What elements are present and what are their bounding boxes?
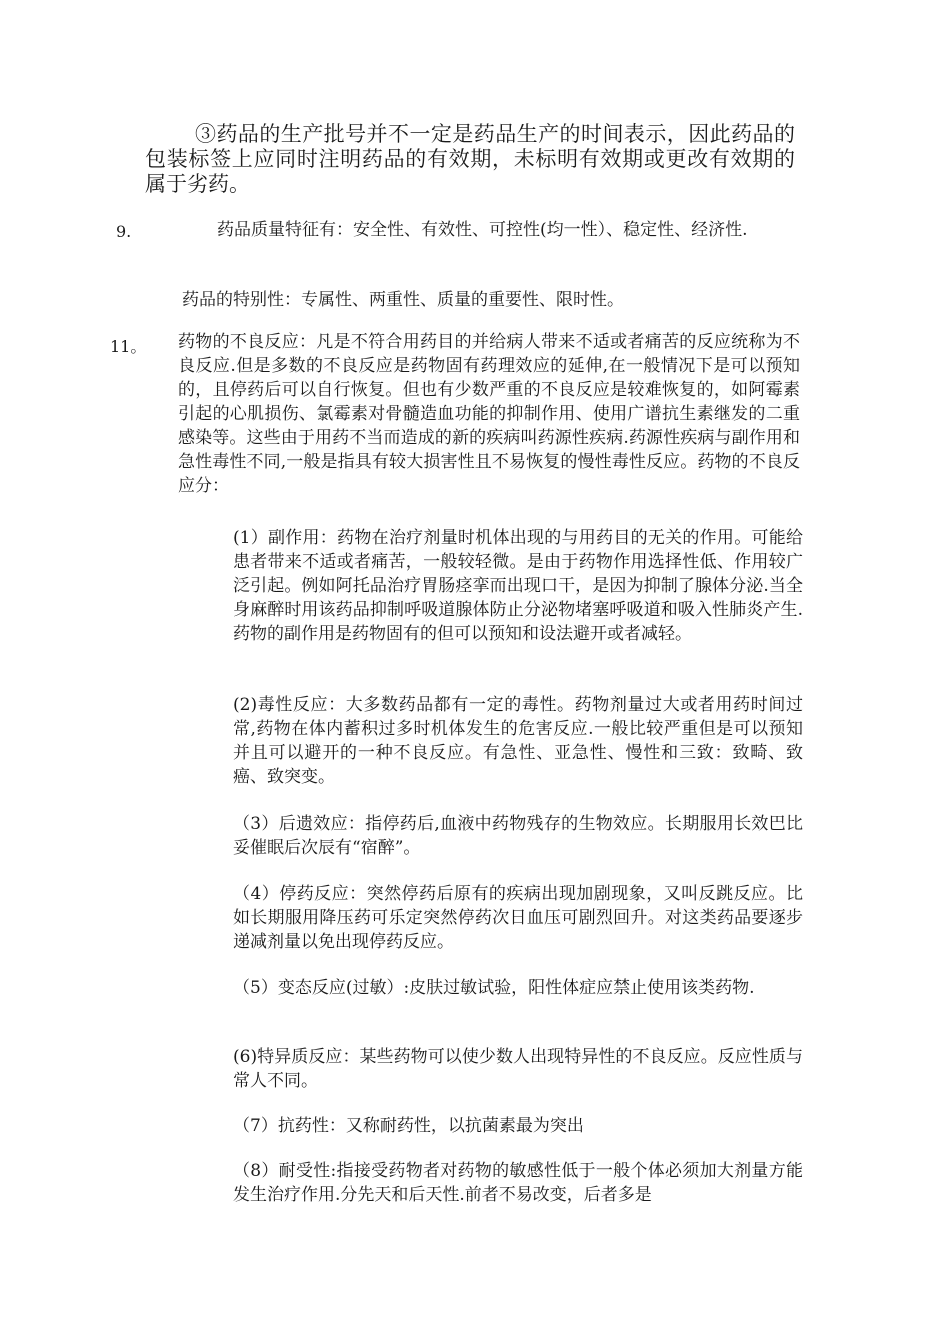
- item-11-paragraph: 药物的不良反应：凡是不符合用药目的并给病人带来不适或者痛苦的反应统称为不良反应.但是多数的不良反应是药物固有药理效应的延伸,在一般情况下是可以预知的，且停药后可以自行恢复。但也有少数严重的不良反应是较难恢复的，如阿霉素引起的心肌损伤、氯霉素对骨髓造血功能的抑制作用、使用广谱抗生素继发的二重感染等。这些由于用药不当而造成的新的疾病叫药源性疾病.药源性疾病与副作用和急性毒性不同,一般是指具有较大损害性且不易恢复的慢性毒性反应。药物的不良反应分：: [178, 332, 800, 496]
- subitem-after-effect: （3）后遗效应：指停药后,血液中药物残存的生物效应。长期服用长效巴比妥催眠后次辰有“宿醉”。: [233, 814, 803, 858]
- subitem-side-effect: (1）副作用：药物在治疗剂量时机体出现的与用药目的无关的作用。可能给患者带来不适或者痛苦，一般较轻微。是由于药物作用选择性低、作用较广泛引起。例如阿托品治疗胃肠痉挛而出现口干，是因为抑制了腺体分泌.当全身麻醉时用该药品抑制呼吸道腺体防止分泌物堵塞呼吸道和吸入性肺炎产生.药物的副作用是药物固有的但可以预知和设法避开或者减轻。: [233, 528, 803, 644]
- item-11-number: 11。: [110, 337, 147, 356]
- subitem-withdrawal-reaction: （4）停药反应：突然停药后原有的疾病出现加剧现象，又叫反跳反应。比如长期服用降压药可乐定突然停药次日血压可剧烈回升。对这类药品要逐步递减剂量以免出现停药反应。: [233, 884, 803, 952]
- subitem-idiosyncratic-reaction: (6)特异质反应：某些药物可以使少数人出现特异性的不良反应。反应性质与常人不同。: [233, 1047, 803, 1091]
- subitem-toxic-reaction: (2)毒性反应：大多数药品都有一定的毒性。药物剂量过大或者用药时间过常,药物在体内蓄积过多时机体发生的危害反应.一般比较严重但是可以预知并且可以避开的一种不良反应。有急性、亚急性、慢性和三致：致畸、致癌、致突变。: [233, 695, 803, 787]
- subitem-tolerance: （8）耐受性:指接受药物者对药物的敏感性低于一般个体必须加大剂量方能发生治疗作用.分先天和后天性.前者不易改变，后者多是: [233, 1161, 803, 1205]
- item-9-number: 9.: [116, 222, 132, 241]
- drug-specialty-paragraph: 药品的特别性：专属性、两重性、质量的重要性、限时性。: [182, 290, 624, 310]
- subitem-drug-resistance: （7）抗药性：又称耐药性，以抗菌素最为突出: [233, 1116, 584, 1136]
- intro-paragraph: ③药品的生产批号并不一定是药品生产的时间表示，因此药品的包装标签上应同时注明药品的有效期，未标明有效期或更改有效期的属于劣药。: [145, 122, 795, 196]
- item-9-paragraph: 药品质量特征有：安全性、有效性、可控性(均一性）、稳定性、经济性.: [217, 220, 748, 240]
- subitem-allergic-reaction: （5）变态反应(过敏）:皮肤过敏试验，阳性体症应禁止使用该类药物.: [233, 978, 755, 998]
